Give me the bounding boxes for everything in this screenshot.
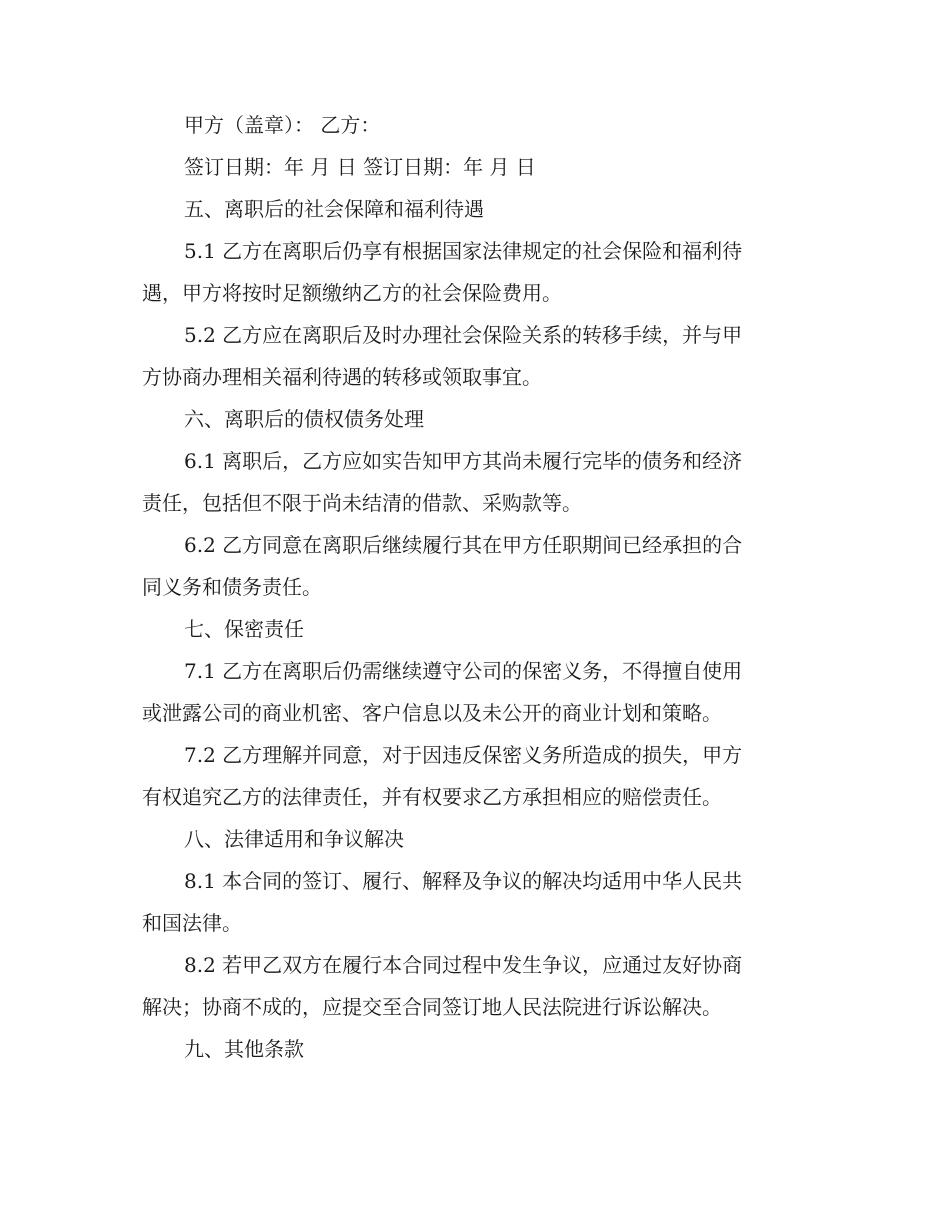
section-heading: 六、离职后的债权债务处理 <box>184 407 424 431</box>
clause-text-line: 7.1 乙方在离职后仍需继续遵守公司的保密义务，不得擅自使用 <box>184 659 743 683</box>
clause-text-line: 5.1 乙方在离职后仍享有根据国家法律规定的社会保险和福利待 <box>184 239 743 263</box>
clause-text-line: 有权追究乙方的法律责任，并有权要求乙方承担相应的赔偿责任。 <box>142 785 722 809</box>
clause-text-line: 8.1 本合同的签订、履行、解释及争议的解决均适用中华人民共 <box>184 869 743 893</box>
clause-text-line: 6.1 离职后，乙方应如实告知甲方其尚未履行完毕的债务和经济 <box>184 449 743 473</box>
signature-parties-line: 甲方（盖章）： 乙方： <box>184 113 381 137</box>
clause-text-line: 解决；协商不成的，应提交至合同签订地人民法院进行诉讼解决。 <box>142 995 722 1019</box>
clause-text-line: 方协商办理相关福利待遇的转移或领取事宜。 <box>142 365 542 389</box>
clause-text-line: 6.2 乙方同意在离职后继续履行其在甲方任职期间已经承担的合 <box>184 533 743 557</box>
clause-text-line: 遇，甲方将按时足额缴纳乙方的社会保险费用。 <box>142 281 562 305</box>
clause-text-line: 或泄露公司的商业机密、客户信息以及未公开的商业计划和策略。 <box>142 701 722 725</box>
clause-text-line: 8.2 若甲乙双方在履行本合同过程中发生争议，应通过友好协商 <box>184 953 743 977</box>
clause-text-line: 5.2 乙方应在离职后及时办理社会保险关系的转移手续，并与甲 <box>184 323 743 347</box>
clause-text-line: 责任，包括但不限于尚未结清的借款、采购款等。 <box>142 491 582 515</box>
section-heading: 七、保密责任 <box>184 617 304 641</box>
clause-text-line: 7.2 乙方理解并同意，对于因违反保密义务所造成的损失，甲方 <box>184 743 743 767</box>
section-heading: 八、法律适用和争议解决 <box>184 827 404 851</box>
signing-date-line: 签订日期：年 月 日 签订日期：年 月 日 <box>184 155 536 179</box>
clause-text-line: 同义务和债务责任。 <box>142 575 322 599</box>
section-heading: 九、其他条款 <box>184 1037 304 1061</box>
section-heading: 五、离职后的社会保障和福利待遇 <box>184 197 484 221</box>
document-body <box>142 104 802 1070</box>
clause-text-line: 和国法律。 <box>142 911 242 935</box>
